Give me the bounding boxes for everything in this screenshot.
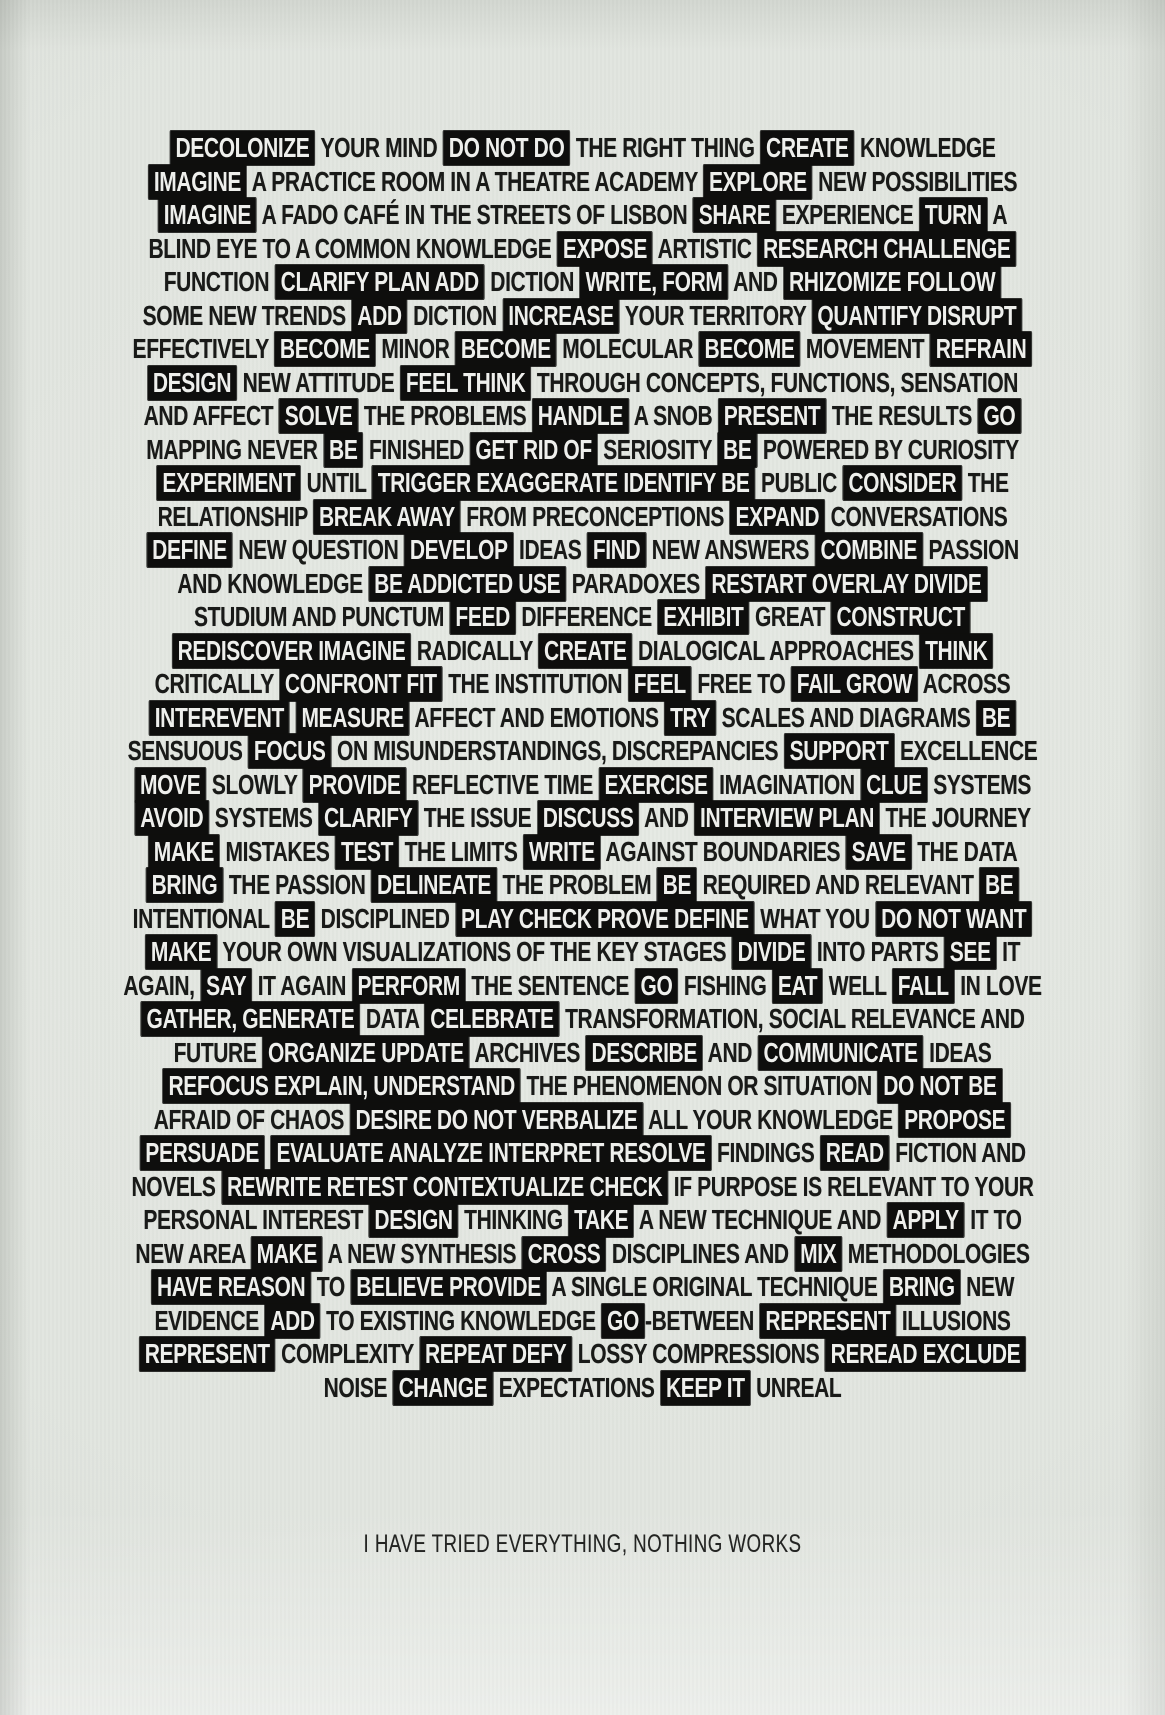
plain-word: SCALES AND DIAGRAMS <box>721 701 971 733</box>
highlighted-word: FALL <box>893 969 955 1003</box>
plain-word: THE PROBLEMS <box>363 400 527 431</box>
highlighted-word: FIND <box>588 533 646 567</box>
highlighted-word: RHIZOMIZE FOLLOW <box>784 265 1001 299</box>
plain-word: THE SENTENCE <box>471 969 630 1001</box>
text-line <box>0 332 1165 366</box>
plain-word: FROM PRECONCEPTIONS <box>466 500 725 532</box>
footer-line: I HAVE TRIED EVERYTHING, NOTHING WORKS <box>363 1530 802 1558</box>
plain-word: SERIOSITY <box>603 433 712 465</box>
highlighted-word: FEEL THINK <box>401 366 531 400</box>
highlighted-word: READ <box>821 1136 890 1170</box>
highlighted-word: BE <box>977 701 1016 735</box>
highlighted-word: DO NOT BE <box>878 1069 1002 1103</box>
plain-word: IF PURPOSE IS RELEVANT TO YOUR <box>673 1170 1034 1202</box>
plain-word: CRITICALLY <box>154 668 274 699</box>
highlighted-word: ADD <box>265 1304 320 1338</box>
highlighted-word: FAIL GROW <box>792 667 918 701</box>
highlighted-word: CONFRONT FIT <box>280 667 442 701</box>
plain-word: THE ISSUE <box>423 802 532 833</box>
text-line <box>0 165 1165 199</box>
plain-word: RELATIONSHIP <box>157 500 308 532</box>
text-line <box>0 533 1165 567</box>
text-line <box>0 1170 1165 1204</box>
highlighted-word: HANDLE <box>532 399 628 433</box>
text-line <box>0 1371 1165 1405</box>
text-line <box>0 500 1165 534</box>
plain-word: A SNOB <box>633 400 713 431</box>
text-line <box>0 969 1165 1003</box>
highlighted-word: DO NOT DO <box>444 131 570 165</box>
plain-word: YOUR MIND <box>320 132 438 163</box>
highlighted-word: INTEREVENT <box>149 701 289 735</box>
highlighted-word: DESCRIBE <box>586 1036 702 1070</box>
highlighted-word: FOCUS <box>249 734 331 768</box>
text-line <box>0 935 1165 969</box>
highlighted-word: BE <box>718 433 757 467</box>
plain-word: FREE TO <box>697 668 786 699</box>
highlighted-word: SEE <box>945 935 996 969</box>
plain-word: ILLUSIONS <box>901 1304 1011 1336</box>
text-line <box>0 1337 1165 1371</box>
highlighted-word: EAT <box>773 969 823 1003</box>
text-line <box>0 265 1165 299</box>
highlighted-word: IMAGINE <box>159 198 257 232</box>
highlighted-word: GO <box>602 1304 644 1338</box>
text-line <box>0 1036 1165 1070</box>
plain-word: COMPLEXITY <box>281 1338 414 1369</box>
plain-word: THE PROBLEM <box>502 869 652 900</box>
plain-word: EFFECTIVELY <box>132 333 269 364</box>
text-line <box>0 1304 1165 1338</box>
highlighted-word: SAY <box>201 969 252 1003</box>
highlighted-word: EXPERIMENT <box>157 466 300 500</box>
plain-word: REFLECTIVE TIME <box>411 768 594 800</box>
highlighted-word: GATHER, GENERATE <box>141 1002 359 1036</box>
plain-word: NOISE <box>323 1371 388 1403</box>
plain-word: NEW ATTITUDE <box>242 366 395 398</box>
highlighted-word: BE <box>657 868 696 902</box>
plain-word: YOUR OWN VISUALIZATIONS OF THE KEY STAGES <box>222 936 727 967</box>
highlighted-word: CLUE <box>861 768 927 802</box>
plain-word: AFRAID OF CHAOS <box>153 1103 345 1135</box>
text-line <box>0 1103 1165 1137</box>
text-line <box>0 634 1165 668</box>
highlighted-word: PROPOSE <box>899 1103 1011 1137</box>
plain-word: GREAT <box>754 601 826 632</box>
plain-word: AGAINST BOUNDARIES <box>605 835 841 867</box>
plain-word: AGAIN, <box>123 969 195 1001</box>
highlighted-word: TEST <box>336 835 399 869</box>
highlighted-word: REPEAT DEFY <box>420 1337 572 1371</box>
highlighted-word: MAKE <box>146 935 217 969</box>
text-line <box>0 232 1165 266</box>
plain-word: FICTION AND <box>895 1137 1026 1168</box>
plain-word: PARADOXES <box>571 567 700 599</box>
highlighted-word: MOVE <box>135 768 206 802</box>
plain-word: NEW AREA <box>135 1237 246 1269</box>
highlighted-word: DESIGN <box>148 366 237 400</box>
plain-word: THE JOURNEY <box>885 802 1031 833</box>
highlighted-word: TURN <box>920 198 987 232</box>
highlighted-word: EXPOSE <box>558 232 653 266</box>
plain-word: SLOWLY <box>211 768 298 800</box>
plain-word: IDEAS <box>929 1036 992 1068</box>
highlighted-word: ORGANIZE UPDATE <box>263 1036 469 1070</box>
highlighted-word: TAKE <box>569 1203 634 1237</box>
plain-word: FINISHED <box>368 433 464 465</box>
poem-lines <box>0 131 1165 1404</box>
highlighted-word: SHARE <box>693 198 775 232</box>
highlighted-word: SUPPORT <box>784 734 893 768</box>
plain-word: MOVEMENT <box>805 333 925 364</box>
plain-word: TO EXISTING KNOWLEDGE <box>326 1304 596 1336</box>
highlighted-word: EXPAND <box>730 500 824 534</box>
text-line <box>0 1203 1165 1237</box>
plain-word: PERSONAL INTEREST <box>143 1204 363 1235</box>
plain-word: TO <box>316 1271 345 1302</box>
plain-word: THE INSTITUTION <box>448 668 623 699</box>
highlighted-word: BECOME <box>275 332 375 366</box>
plain-word: THINKING <box>464 1204 563 1235</box>
plain-word: RADICALLY <box>416 634 533 666</box>
plain-word: EXPERIENCE <box>781 199 914 230</box>
plain-word: A <box>992 199 1008 230</box>
text-line <box>0 366 1165 400</box>
highlighted-word: BRING <box>884 1270 960 1304</box>
text-line <box>0 835 1165 869</box>
plain-word: SOME NEW TRENDS <box>142 299 346 331</box>
highlighted-word: EXHIBIT <box>658 600 749 634</box>
text-line <box>0 801 1165 835</box>
plain-word: ARCHIVES <box>474 1036 580 1068</box>
highlighted-word: DECOLONIZE <box>170 131 314 165</box>
text-line <box>0 1270 1165 1304</box>
plain-word: THROUGH CONCEPTS, FUNCTIONS, SENSATION <box>536 366 1019 398</box>
text-line <box>0 131 1165 165</box>
highlighted-word: MEASURE <box>296 701 409 735</box>
highlighted-word: CHANGE <box>393 1371 492 1405</box>
highlighted-word: INTERVIEW PLAN <box>695 801 880 835</box>
highlighted-word: EXPLORE <box>704 165 812 199</box>
highlighted-word: CREATE <box>539 634 632 668</box>
plain-word: ON MISUNDERSTANDINGS, DISCREPANCIES <box>337 735 779 766</box>
plain-word: A NEW TECHNIQUE AND <box>638 1204 882 1235</box>
text-line <box>0 868 1165 902</box>
highlighted-word: SAVE <box>846 835 911 869</box>
plain-word: IT <box>1002 936 1021 967</box>
plain-word: FISHING <box>683 969 767 1001</box>
plain-word: SENSUOUS <box>127 735 243 766</box>
highlighted-word: WRITE, FORM <box>580 265 728 299</box>
highlighted-word: BELIEVE PROVIDE <box>351 1270 546 1304</box>
highlighted-word: CELEBRATE <box>425 1002 559 1036</box>
plain-word: -BETWEEN <box>644 1304 754 1336</box>
highlighted-word: SOLVE <box>279 399 357 433</box>
text-line <box>0 1237 1165 1271</box>
highlighted-word: REFRAIN <box>930 332 1031 366</box>
highlighted-word: MAKE <box>251 1237 322 1271</box>
plain-word: THE <box>967 467 1009 498</box>
text-line <box>0 902 1165 936</box>
plain-word: BLIND EYE TO A COMMON KNOWLEDGE <box>148 232 552 264</box>
plain-word: TRANSFORMATION, SOCIAL RELEVANCE AND <box>565 1003 1025 1034</box>
highlighted-word: PLAY CHECK PROVE DEFINE <box>456 902 754 936</box>
plain-word: A NEW SYNTHESIS <box>327 1237 517 1269</box>
plain-word: REQUIRED AND RELEVANT <box>702 869 974 900</box>
text-line <box>0 600 1165 634</box>
highlighted-word: DELINEATE <box>372 868 497 902</box>
highlighted-word: DO NOT WANT <box>876 902 1032 936</box>
plain-word: ACROSS <box>922 668 1011 699</box>
plain-word: MAPPING NEVER <box>146 433 318 465</box>
text-line <box>0 567 1165 601</box>
text-line <box>0 466 1165 500</box>
highlighted-word: DEVELOP <box>405 533 513 567</box>
highlighted-word: AVOID <box>135 801 209 835</box>
highlighted-word: THINK <box>920 634 993 668</box>
plain-word: DISCIPLINES AND <box>611 1237 789 1269</box>
highlighted-word: DIVIDE <box>732 935 810 969</box>
plain-word: NEW QUESTION <box>238 534 399 565</box>
highlighted-word: BE <box>276 902 315 936</box>
plain-word: AND <box>733 266 778 297</box>
highlighted-word: REREAD EXCLUDE <box>825 1337 1025 1371</box>
plain-word: AFFECT AND EMOTIONS <box>414 701 659 733</box>
plain-word: NOVELS <box>131 1170 216 1202</box>
plain-word: DISCIPLINED <box>320 902 450 934</box>
plain-word: INTO PARTS <box>816 936 939 967</box>
plain-word: AND <box>707 1036 753 1068</box>
plain-word: IT TO <box>970 1204 1022 1235</box>
highlighted-word: APPLY <box>887 1203 964 1237</box>
plain-word: YOUR TERRITORY <box>624 299 806 331</box>
highlighted-word: MIX <box>795 1237 842 1271</box>
plain-word: MOLECULAR <box>562 333 694 364</box>
highlighted-word: CREATE <box>761 131 854 165</box>
plain-word: SYSTEMS <box>933 768 1031 800</box>
highlighted-word: CLARIFY PLAN ADD <box>275 265 484 299</box>
plain-word: STUDIUM AND PUNCTUM <box>194 601 444 632</box>
highlighted-word: HAVE REASON <box>152 1270 311 1304</box>
highlighted-word: RESEARCH CHALLENGE <box>758 232 1016 266</box>
plain-word: AND AFFECT <box>143 400 274 431</box>
highlighted-word: GO <box>978 399 1020 433</box>
plain-word: DIFFERENCE <box>521 601 652 632</box>
plain-word: UNREAL <box>756 1371 842 1403</box>
highlighted-word: PROVIDE <box>303 768 405 802</box>
highlighted-word: CLARIFY <box>319 801 418 835</box>
text-line <box>0 1136 1165 1170</box>
text-line <box>0 1002 1165 1036</box>
plain-word: PASSION <box>928 534 1019 565</box>
text-line <box>0 198 1165 232</box>
plain-word: WELL <box>828 969 887 1001</box>
highlighted-word: BECOME <box>699 332 799 366</box>
highlighted-word: BRING <box>146 868 222 902</box>
plain-word: THE PASSION <box>228 869 366 900</box>
plain-word: THE LIMITS <box>404 835 518 867</box>
highlighted-word: COMBINE <box>815 533 922 567</box>
highlighted-word: DISCUSS <box>538 801 639 835</box>
plain-word: IN LOVE <box>960 969 1042 1001</box>
highlighted-word: PERSUADE <box>140 1136 264 1170</box>
plain-word: MISTAKES <box>225 835 330 867</box>
highlighted-word: ADD <box>352 299 407 333</box>
highlighted-word: MAKE <box>148 835 219 869</box>
highlighted-word: KEEP IT <box>661 1371 750 1405</box>
text-line <box>0 399 1165 433</box>
highlighted-word: TRIGGER EXAGGERATE IDENTIFY BE <box>372 466 754 500</box>
plain-word: EVIDENCE <box>154 1304 259 1336</box>
plain-word: THE RIGHT THING <box>575 132 755 163</box>
text-line <box>0 701 1165 735</box>
plain-word: MINOR <box>381 333 450 364</box>
plain-word: CONVERSATIONS <box>830 500 1008 532</box>
plain-word: THE DATA <box>917 835 1018 867</box>
highlighted-word: GET RID OF <box>470 433 597 467</box>
plain-word: DICTION <box>413 299 497 331</box>
highlighted-word: COMMUNICATE <box>758 1036 923 1070</box>
highlighted-word: CROSS <box>522 1237 605 1271</box>
highlighted-word: DESIRE DO NOT VERBALIZE <box>350 1103 642 1137</box>
plain-word: A FADO CAFÉ IN THE STREETS OF LISBON <box>261 199 688 230</box>
highlighted-word: REDISCOVER IMAGINE <box>172 634 410 668</box>
highlighted-word: FEEL <box>628 667 691 701</box>
text-line <box>0 433 1165 467</box>
plain-word: EXCELLENCE <box>899 735 1038 766</box>
plain-word: IDEAS <box>519 534 582 565</box>
plain-word: SYSTEMS <box>214 802 313 833</box>
plain-word: METHODOLOGIES <box>847 1237 1030 1269</box>
plain-word: DIALOGICAL APPROACHES <box>637 634 914 666</box>
text-line <box>0 667 1165 701</box>
plain-word: FUNCTION <box>163 266 270 297</box>
highlighted-word: WRITE <box>524 835 600 869</box>
plain-word: IT AGAIN <box>257 969 347 1001</box>
plain-word: DATA <box>365 1003 419 1034</box>
plain-word: DICTION <box>490 266 574 297</box>
highlighted-word: REFOCUS EXPLAIN, UNDERSTAND <box>163 1069 520 1103</box>
plain-word: NEW POSSIBILITIES <box>818 165 1018 197</box>
plain-word: THE PHENOMENON OR SITUATION <box>526 1070 872 1101</box>
highlighted-word: GO <box>635 969 677 1003</box>
plain-word: INTENTIONAL <box>132 902 270 934</box>
highlighted-word: PERFORM <box>352 969 465 1003</box>
highlighted-word: BE <box>980 868 1019 902</box>
plain-word: AND KNOWLEDGE <box>177 567 363 599</box>
highlighted-word: RESTART OVERLAY DIVIDE <box>706 567 987 601</box>
plain-word: WHAT YOU <box>760 902 870 934</box>
plain-word: ALL YOUR KNOWLEDGE <box>648 1103 893 1135</box>
highlighted-word: REPRESENT <box>760 1304 895 1338</box>
highlighted-word: TRY <box>665 701 716 735</box>
plain-word: LOSSY COMPRESSIONS <box>577 1338 820 1369</box>
highlighted-word: CONSTRUCT <box>831 600 970 634</box>
plain-word: EXPECTATIONS <box>498 1371 655 1403</box>
highlighted-word: REWRITE RETEST CONTEXTUALIZE CHECK <box>222 1170 668 1204</box>
plain-word: PUBLIC <box>761 467 837 498</box>
plain-word: FINDINGS <box>716 1137 815 1168</box>
highlighted-word: IMAGINE <box>149 165 247 199</box>
text-line <box>0 768 1165 802</box>
text-line <box>0 299 1165 333</box>
plain-word: A SINGLE ORIGINAL TECHNIQUE <box>551 1271 878 1302</box>
highlighted-word: BE <box>324 433 363 467</box>
highlighted-word: QUANTIFY DISRUPT <box>812 299 1021 333</box>
plain-word: ARTISTIC <box>657 232 752 264</box>
plain-word: NEW ANSWERS <box>651 534 810 565</box>
highlighted-word: CONSIDER <box>843 466 961 500</box>
highlighted-word: FEED <box>450 600 515 634</box>
highlighted-word: PRESENT <box>719 399 826 433</box>
plain-word: KNOWLEDGE <box>860 132 996 163</box>
plain-word: FUTURE <box>173 1036 257 1068</box>
plain-word: NEW <box>966 1271 1015 1302</box>
highlighted-word: REPRESENT <box>139 1337 274 1371</box>
highlighted-word: DESIGN <box>369 1203 458 1237</box>
plain-word: THE RESULTS <box>831 400 972 431</box>
highlighted-word: EVALUATE ANALYZE INTERPRET RESOLVE <box>271 1136 711 1170</box>
highlighted-word: BREAK AWAY <box>314 500 460 534</box>
highlighted-word: DEFINE <box>147 533 232 567</box>
highlighted-word: EXERCISE <box>599 768 713 802</box>
highlighted-word: INCREASE <box>503 299 619 333</box>
plain-word: POWERED BY CURIOSITY <box>762 433 1019 465</box>
plain-word: UNTIL <box>306 467 367 498</box>
text-line <box>0 1069 1165 1103</box>
plain-word: AND <box>644 802 689 833</box>
plain-word: IMAGINATION <box>719 768 855 800</box>
highlighted-word: BE ADDICTED USE <box>369 567 566 601</box>
highlighted-word: BECOME <box>456 332 556 366</box>
text-line <box>0 734 1165 768</box>
plain-word: A PRACTICE ROOM IN A THEATRE ACADEMY <box>251 165 698 197</box>
